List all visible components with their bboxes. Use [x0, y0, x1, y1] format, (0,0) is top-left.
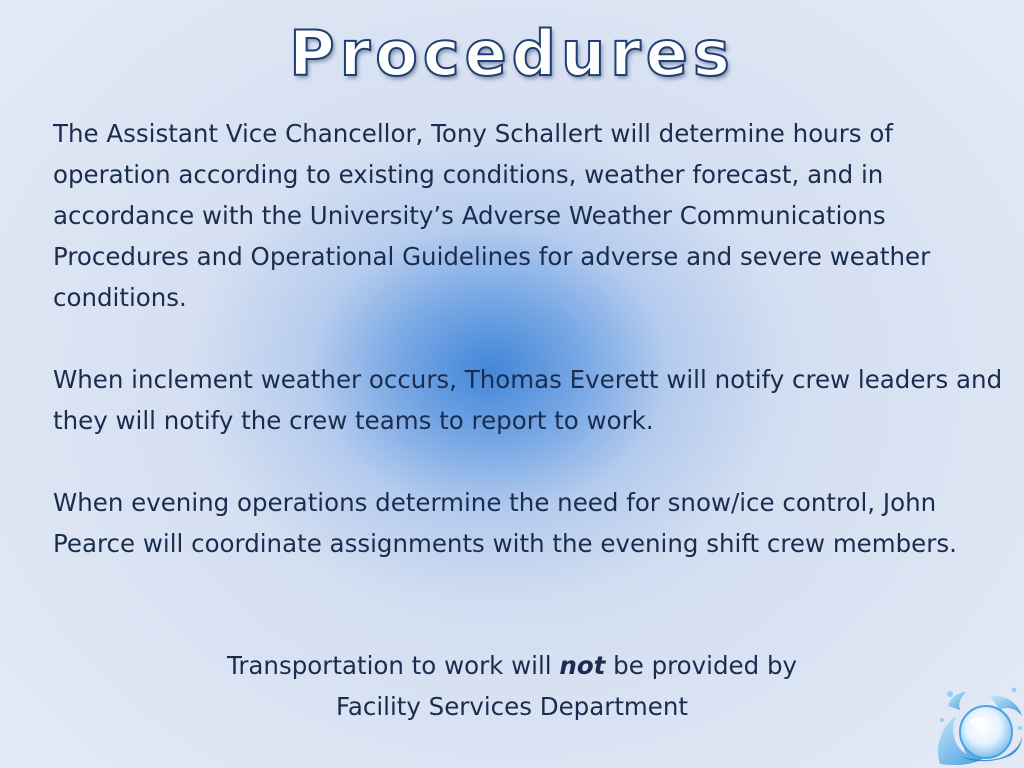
slide-body — [53, 113, 1003, 605]
closing-text-before: Transportation to work will — [226, 651, 560, 680]
closing-note — [0, 645, 1024, 727]
closing-text-after: be provided by — [605, 651, 797, 680]
paragraph-evening-operations: When evening operations determine the need for snow/ice control, John Pearce will coordinate assignments with the evening shift crew members. — [53, 488, 957, 558]
slide-title: Procedures — [289, 17, 735, 90]
closing-line-1 — [0, 645, 1024, 686]
closing-line-2: Facility Services Department — [336, 692, 688, 721]
paragraph-hours-of-operation: The Assistant Vice Chancellor, Tony Schallert will determine hours of operation according to existing conditions, weather forecast, and in accordance with the University’s Adverse Weather Communications Procedures and Operational Guidelines for adverse and severe weather conditions. — [53, 119, 931, 312]
water-splash-icon — [930, 676, 1024, 768]
closing-emphasis: not — [559, 651, 606, 680]
paragraph-inclement-weather: When inclement weather occurs, Thomas Everett will notify crew leaders and they will notify the crew teams to report to work. — [53, 365, 1003, 435]
